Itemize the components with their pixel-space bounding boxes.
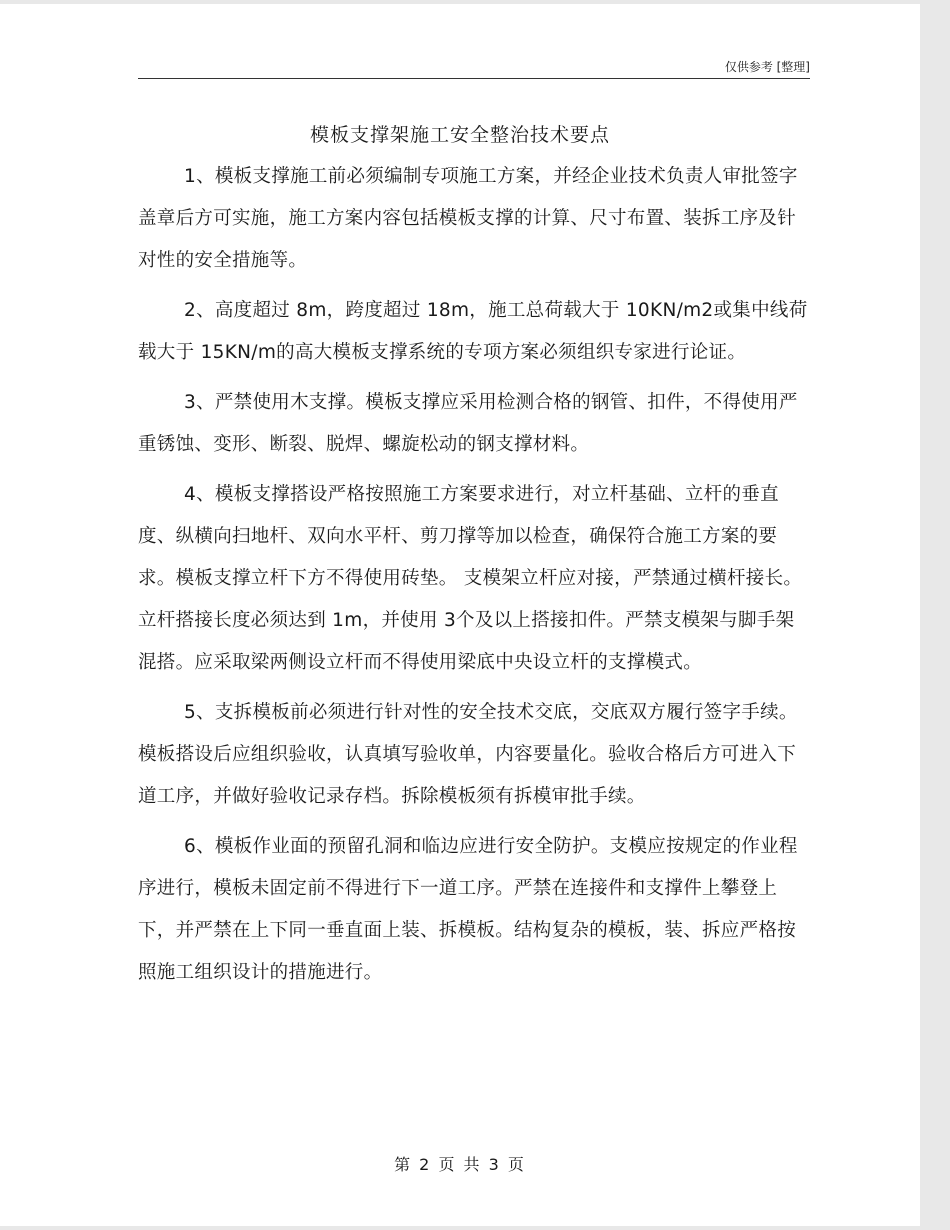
paragraph-3: 3、严禁使用木支撑。模板支撑应采用检测合格的钢管、扣件，不得使用严重锈蚀、变形、断裂、脱焊、螺旋松动的钢支撑材料。 — [138, 392, 798, 455]
paragraph-2: 2、高度超过 8m，跨度超过 18m，施工总荷载大于 10KN/m2或集中线荷载大于 15KN/m的高大模板支撑系统的专项方案必须组织专家进行论证。 — [138, 300, 808, 363]
header-note: 仅供参考 [整理] — [724, 60, 810, 74]
page-number: 第 2 页 共 3 页 — [394, 1155, 526, 1174]
document-body — [138, 156, 810, 1002]
paragraph-4: 4、模板支撑搭设严格按照施工方案要求进行，对立杆基础、立杆的垂直度、纵横向扫地杆、双向水平杆、剪刀撑等加以检查，确保符合施工方案的要求。模板支撑立杆下方不得使用砖垫。 支模架立杆应对接，严禁通过横杆接长。 立杆搭接长度必须达到 1m，并使用 3个及以上搭接扣件。严禁支模架与脚手架混搭。应采取梁两侧设立杆而不得使用梁底中央设立杆的支撑模式。 — [138, 484, 803, 673]
document-page — [0, 4, 920, 1226]
header-divider — [138, 78, 810, 79]
paragraph-5: 5、支拆模板前必须进行针对性的安全技术交底，交底双方履行签字手续。模板搭设后应组织验收，认真填写验收单，内容要量化。验收合格后方可进入下道工序，并做好验收记录存档。拆除模板须有拆模审批手续。 — [138, 702, 798, 807]
document-title: 模板支撑架施工安全整治技术要点 — [309, 124, 610, 146]
paragraph-1: 1、模板支撑施工前必须编制专项施工方案，并经企业技术负责人审批签字盖章后方可实施，施工方案内容包括模板支撑的计算、尺寸布置、装拆工序及针对性的安全措施等。 — [138, 166, 798, 271]
paragraph-6: 6、模板作业面的预留孔洞和临边应进行安全防护。支模应按规定的作业程序进行，模板未固定前不得进行下一道工序。严禁在连接件和支撑件上攀登上下，并严禁在上下同一垂直面上装、拆模板。结构复杂的模板，装、拆应严格按照施工组织设计的措施进行。 — [138, 836, 798, 983]
